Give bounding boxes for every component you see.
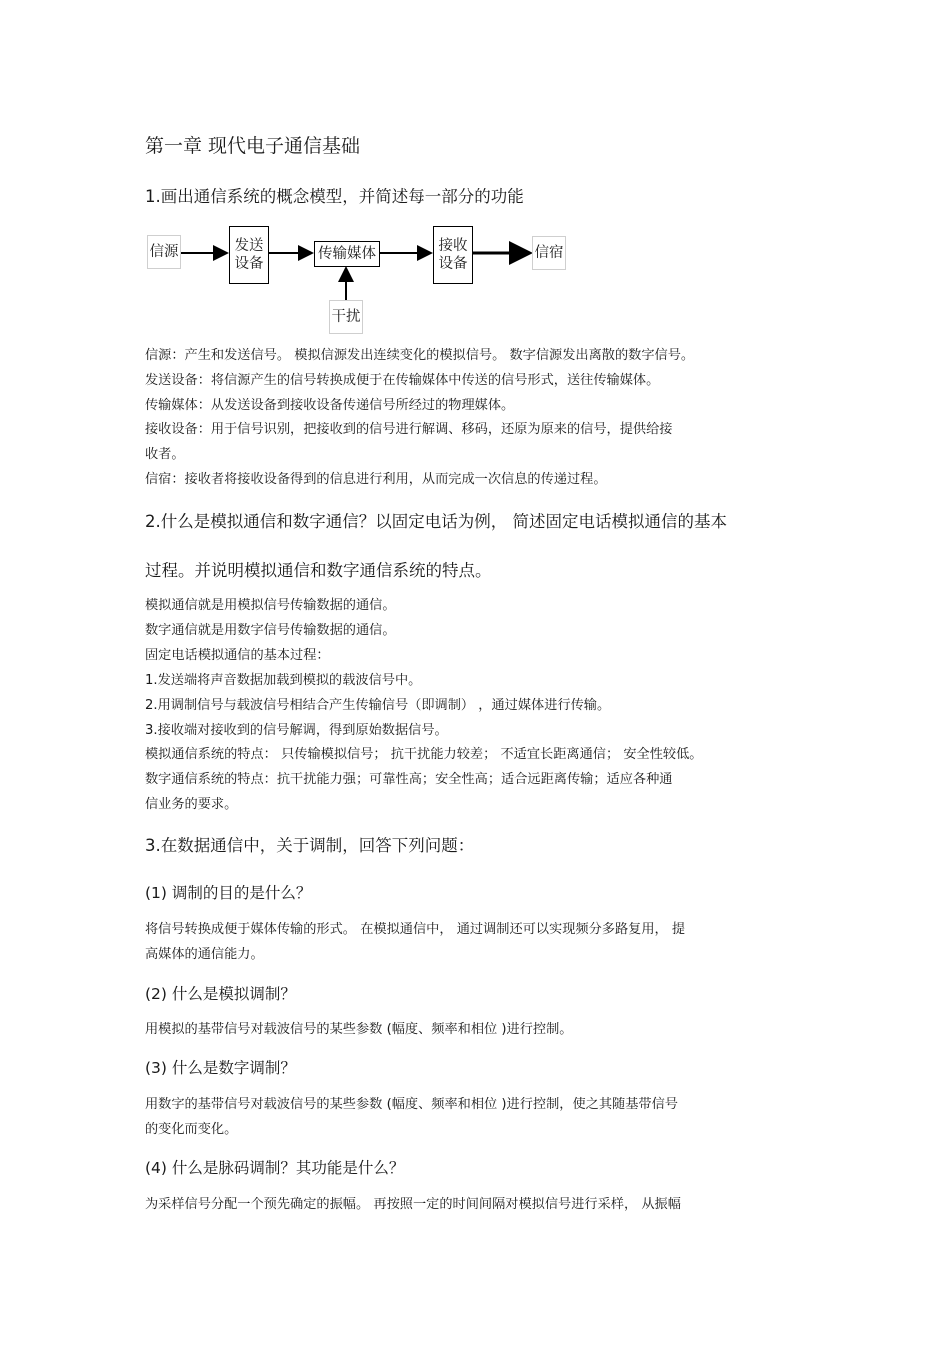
q3-sub3-line: 的变化而变化。 <box>145 1122 238 1137</box>
noise-label: 干扰 <box>331 309 361 325</box>
question-2-heading-line2: 过程。并说明模拟通信和数字通信系统的特点。 <box>145 561 492 580</box>
question-1-heading: 1.画出通信系统的概念模型，并简述每一部分的功能 <box>145 187 524 206</box>
q1-paragraph-line: 发送设备：将信源产生的信号转换成便于在传输媒体中传送的信号形式，送往传输媒体。 <box>145 373 660 388</box>
q3-sub1-heading: (1) 调制的目的是什么？ <box>145 884 312 902</box>
question-2-heading-line1: 2.什么是模拟通信和数字通信？以固定电话为例， 简述固定电话模拟通信的基本 <box>145 512 727 531</box>
q1-paragraph-line: 接收设备：用于信号识别，把接收到的信号进行解调、移码，还原为原来的信号，提供给接 <box>145 422 673 437</box>
q2-paragraph-line: 数字通信系统的特点：抗干扰能力强；可靠性高；安全性高；适合远距离传输；适应各种通 <box>145 772 673 787</box>
chapter-title: 第一章 现代电子通信基础 <box>145 135 361 157</box>
receiver-label-line1: 接收 <box>438 238 468 254</box>
medium-box <box>314 241 380 267</box>
source-label: 信源 <box>149 244 179 260</box>
q1-paragraph-line: 传输媒体：从发送设备到接收设备传递信号所经过的物理媒体。 <box>145 398 515 413</box>
q3-sub2-line: 用模拟的基带信号对载波信号的某些参数 (幅度、频率和相位 )进行控制。 <box>145 1022 573 1037</box>
receiver-label-line2: 设备 <box>438 256 468 272</box>
medium-label: 传输媒体 <box>318 246 376 262</box>
q2-paragraph-line: 信业务的要求。 <box>145 797 238 812</box>
q1-paragraph-line: 信宿：接收者将接收设备得到的信息进行利用，从而完成一次信息的传递过程。 <box>145 472 607 487</box>
q2-paragraph-line: 1.发送端将声音数据加载到模拟的载波信号中。 <box>145 673 422 688</box>
transmitter-label-line1: 发送 <box>234 238 264 254</box>
transmitter-box <box>229 226 269 284</box>
q3-sub1-line: 将信号转换成便于媒体传输的形式。 在模拟通信中， 通过调制还可以实现频分多路复用， 提 <box>145 922 686 937</box>
q3-sub2-heading: (2) 什么是模拟调制？ <box>145 985 296 1003</box>
sink-label: 信宿 <box>534 245 564 261</box>
q3-sub1-line: 高媒体的通信能力。 <box>145 947 264 962</box>
q3-sub3-line: 用数字的基带信号对载波信号的某些参数 (幅度、频率和相位 )进行控制，使之其随基带信号 <box>145 1097 678 1112</box>
communication-model-diagram <box>145 222 575 337</box>
q2-paragraph-line: 固定电话模拟通信的基本过程： <box>145 648 330 663</box>
transmitter-label-line2: 设备 <box>234 256 264 272</box>
q2-paragraph-line: 3.接收端对接收到的信号解调，得到原始数据信号。 <box>145 723 448 738</box>
q2-paragraph-line: 模拟通信系统的特点： 只传输模拟信号； 抗干扰能力较差； 不适宜长距离通信； 安全性较低。 <box>145 747 703 762</box>
sink-box <box>532 236 566 270</box>
q2-paragraph-line: 2.用调制信号与载波信号相结合产生传输信号（即调制） ，通过媒体进行传输。 <box>145 698 611 713</box>
q1-paragraph-line: 信源：产生和发送信号。 模拟信源发出连续变化的模拟信号。 数字信源发出离散的数字信号。 <box>145 348 695 363</box>
q1-paragraph-line: 收者。 <box>145 447 185 462</box>
receiver-box <box>433 226 473 284</box>
q2-paragraph-line: 模拟通信就是用模拟信号传输数据的通信。 <box>145 598 396 613</box>
q3-sub3-heading: (3) 什么是数字调制？ <box>145 1059 296 1077</box>
q3-sub4-line: 为采样信号分配一个预先确定的振幅。 再按照一定的时间间隔对模拟信号进行采样， 从振幅 <box>145 1197 681 1212</box>
q3-sub4-heading: (4) 什么是脉码调制？其功能是什么？ <box>145 1159 405 1177</box>
source-box <box>147 235 181 269</box>
noise-box <box>329 300 363 334</box>
q2-paragraph-line: 数字通信就是用数字信号传输数据的通信。 <box>145 623 396 638</box>
question-3-heading: 3.在数据通信中，关于调制，回答下列问题： <box>145 836 475 855</box>
